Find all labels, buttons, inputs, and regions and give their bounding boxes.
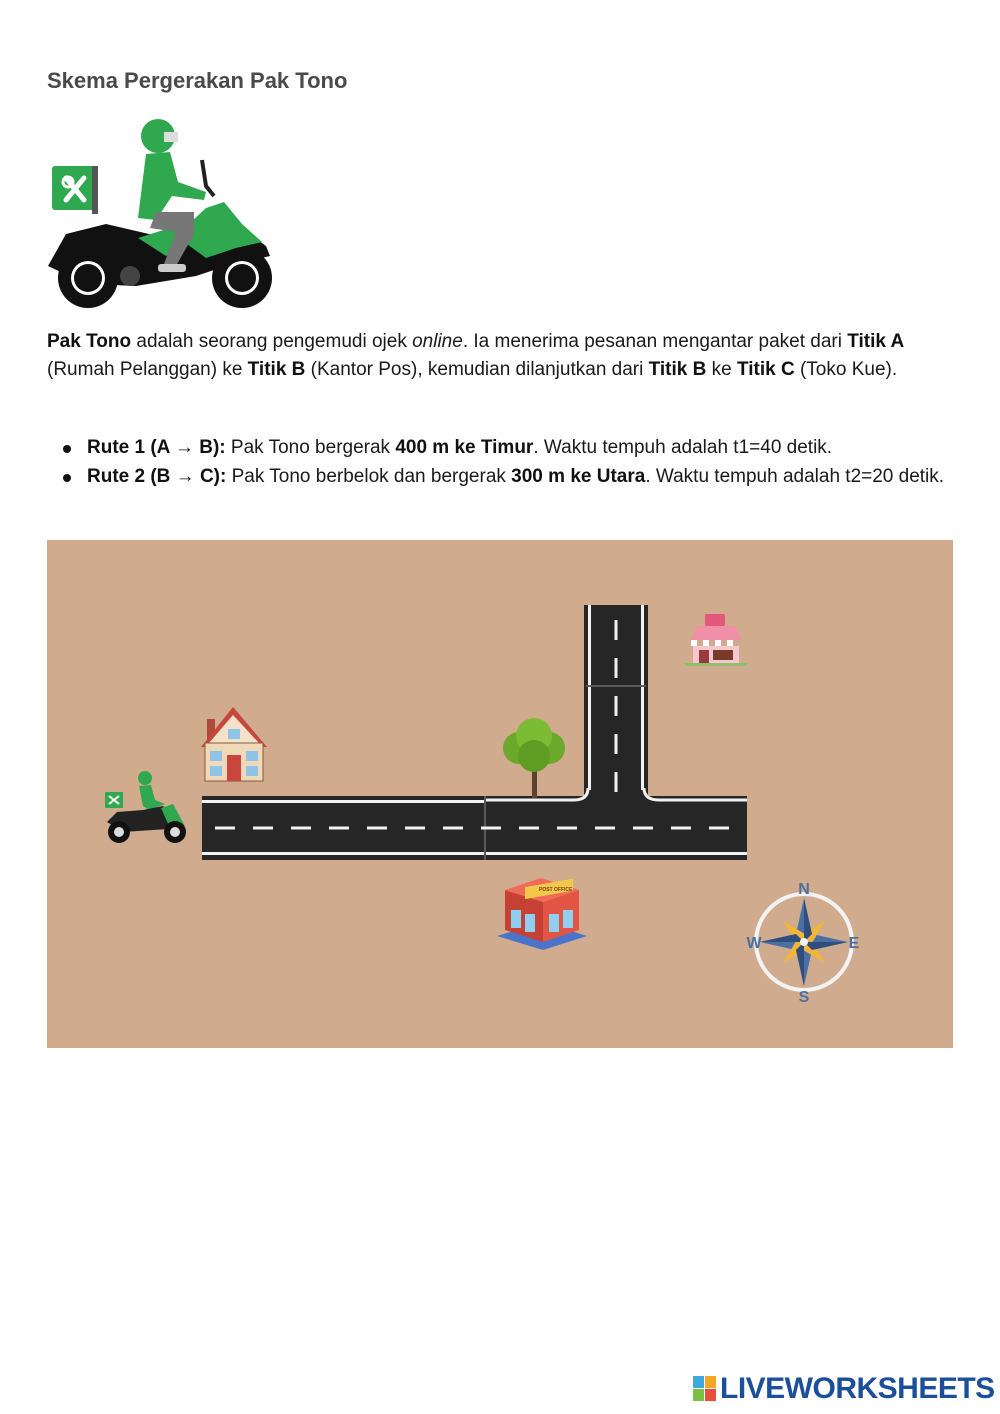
footer-logo-text: LIVEWORKSHEETS: [720, 1372, 995, 1405]
post-office-sign: POST OFFICE: [539, 887, 573, 893]
footer-logo[interactable]: [693, 1372, 995, 1406]
map-background: [47, 540, 953, 1048]
intro-text-1: adalah seorang pengemudi ojek: [131, 331, 413, 352]
compass-north: N: [798, 881, 810, 898]
intro-text-2: . Ia menerima pesanan mengantar paket dari: [462, 331, 848, 352]
intro-text-4: (Kantor Pos), kemudian dilanjutkan dari: [305, 359, 649, 380]
intro-italic: online: [412, 331, 463, 352]
compass-west: W: [746, 935, 762, 952]
route-2-text: Pak Tono berbelok dan bergerak: [226, 466, 512, 487]
route-2-label: Rute 2 (B → C):: [87, 466, 227, 487]
route-1-text: Pak Tono bergerak: [225, 437, 396, 458]
intro-point-b-2: Titik B: [648, 359, 707, 380]
route-item-2: [47, 463, 952, 491]
route-1-time: . Waktu tempuh adalah t1=40 detik.: [533, 437, 833, 458]
intro-point-a: Titik A: [847, 331, 905, 352]
road-horizontal: [202, 796, 747, 860]
delivery-scooter-icon: [46, 116, 276, 316]
page-title: Skema Pergerakan Pak Tono: [47, 68, 348, 93]
compass-east: E: [848, 935, 860, 952]
route-item-1: [47, 434, 952, 462]
intro-point-b: Titik B: [247, 359, 306, 380]
route-2-time: . Waktu tempuh adalah t2=20 detik.: [645, 466, 945, 487]
route-1-label: Rute 1 (A → B):: [87, 437, 226, 458]
route-map: [47, 540, 953, 1048]
intro-text-3: (Rumah Pelanggan) ke: [47, 359, 248, 380]
post-office-icon: [497, 878, 587, 950]
route-list: [47, 434, 952, 492]
route-1-distance: 400 m ke Timur: [395, 437, 534, 458]
liveworksheets-logo-icon: [693, 1374, 717, 1404]
intro-name: Pak Tono: [47, 331, 132, 352]
route-2-distance: 300 m ke Utara: [511, 466, 646, 487]
intro-point-c: Titik C: [736, 359, 795, 380]
compass-south: S: [798, 989, 810, 1006]
intro-paragraph: [47, 328, 952, 384]
intro-text-5: ke: [706, 359, 737, 380]
intro-text-6: (Toko Kue).: [794, 359, 898, 380]
